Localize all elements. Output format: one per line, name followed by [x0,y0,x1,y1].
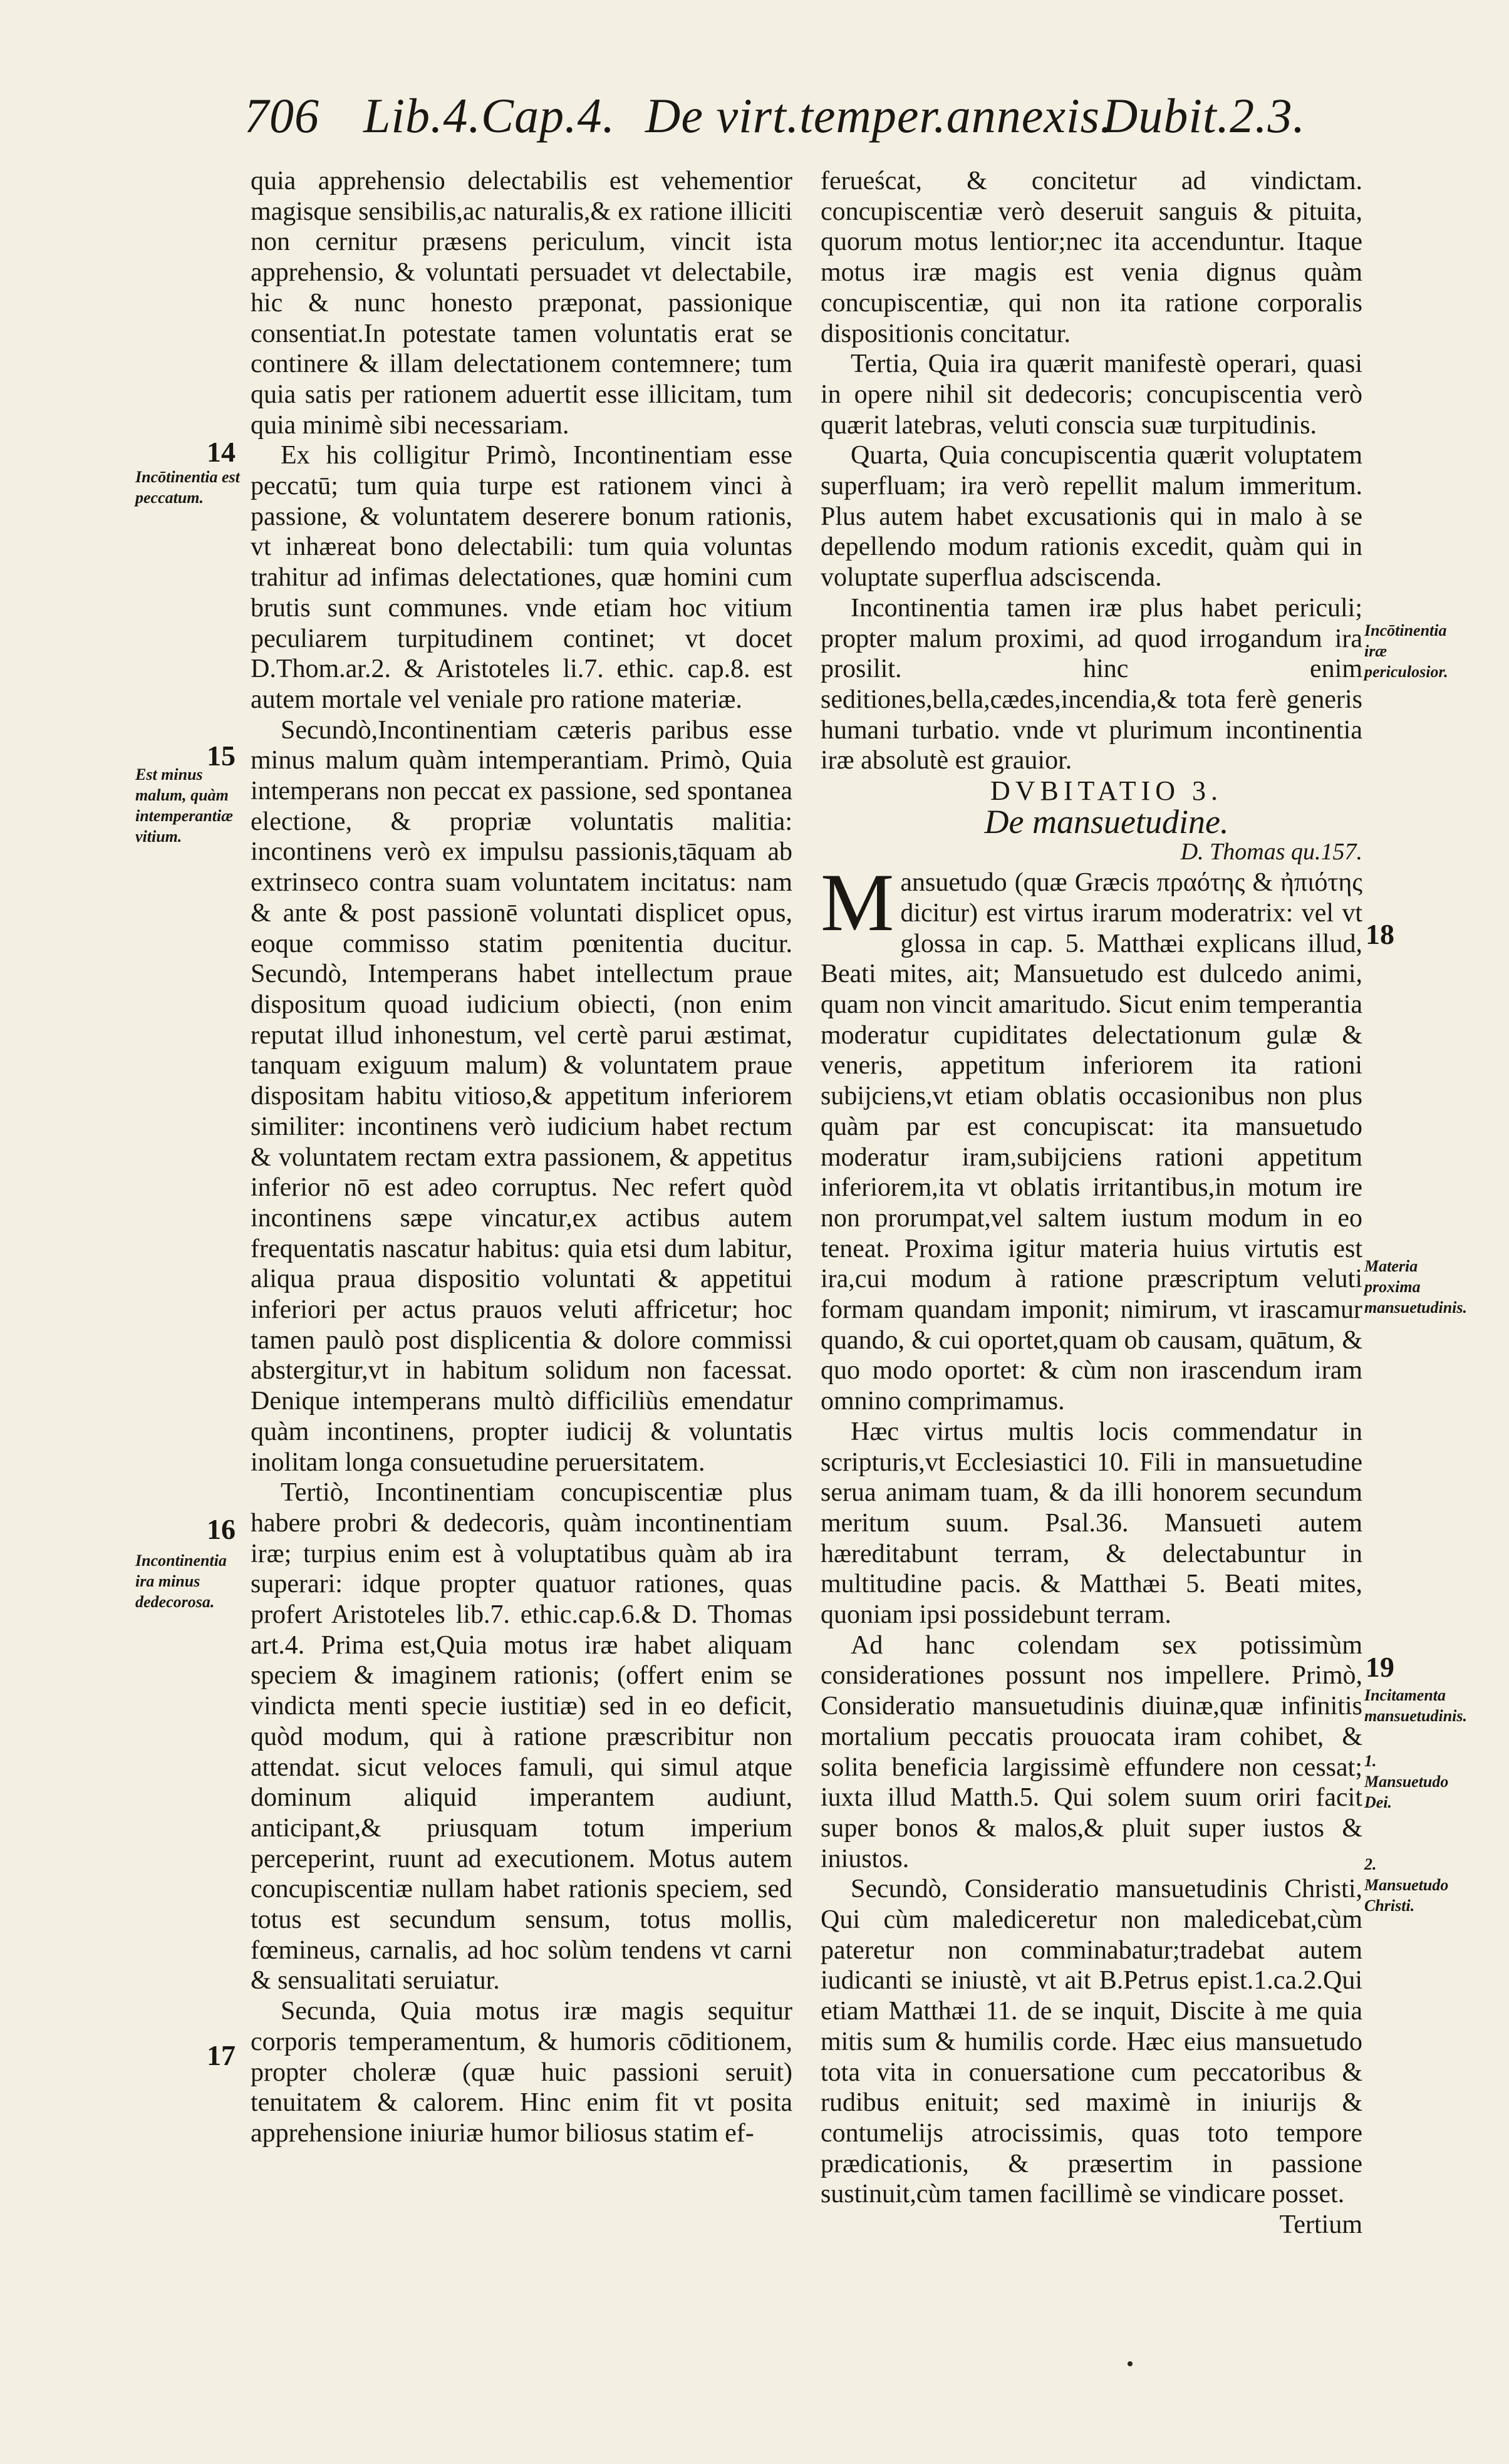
section-number: 16 [207,1513,236,1545]
paragraph: Tertia, Quia ira quærit manifestè operari, quasi in opere nihil sit dedecoris; concupiscentia verò quærit latebras, veluti conscia suæ turpitudinis. [821,349,1362,440]
section-number: 17 [207,2039,236,2071]
marginal-note: Incontinentia ira minus dedecorosa. [135,1551,227,1611]
paragraph: ferueścat, & concitetur ad vindictam. concupiscentiæ verò deseruit sanguis & pituita, quorum motus lentior;nec ita accenduntur. Itaque motus iræ magis est venia dignus quàm concupiscentiæ, qui non ita ratione corporalis dispositionis concitatur. [821,167,1362,348]
marginal-note: Est minus malum, quàm intemperantiæ vitium. [135,765,234,846]
marginal-note: Materia proxima mansuetudinis. [1364,1257,1468,1317]
section-number: 19 [1366,1651,1394,1683]
section-number: 14 [207,436,236,468]
marginal-note: Incōtinentia est peccatum. [135,468,240,507]
dubitatio-reference: Dubit.2.3. [1102,88,1306,143]
running-title: De virt.temper.annexis. [645,88,1113,143]
paragraph: Ad hanc colendam sex potissimùm considerationes possunt nos impellere. Primò, Consideratio mansuetudinis diuinæ,quæ infinitis mortalium peccatis prouocata iram cohibet, & solita beneficia largissimè effundere non cessat; iuxta illud Matth.5. Qui solem suum oriri facit super bonos & malos,& pluit super iustos & iniustos. [821,1630,1362,1873]
paragraph: Secundò,Incontinentiam cæteris paribus esse minus malum quàm intemperantiam. Primò, Quia intemperans non peccat ex passione, sed spontanea electione, & propriæ voluntatis malitia: incontinens verò ex impulsu passionis,tāquam ab extrinseco contra suam voluntatem incitatus: nam & ante & post passionē voluntati displicet opus, eoque commisso statim pœnitentia ducitur. Secundò, Intemperans habet intellectum praue dispositum quoad iudicium obiecti, (non enim reputat illud inhonestum, vel certè parui æstimat, tanquam exiguum malum) & voluntatem praue dispositam habitu vitioso,& appetitum inferiorem similiter: incontinens verò iudicium habet rectum & voluntatem rectam extra passionem, & appetitus inferior nō est adeo corruptus. Nec refert quòd incontinens sæpe vincatur,ex actibus autem frequentatis nascatur habitus: quia etsi dum labitur, aliqua praua dispositio voluntati & appetitui inferiori per actus prauos veluti affricetur; hoc tamen paulò post displicentia & dolore commissi abstergitur,vt in habitum solidum non facessat. Denique intemperans multò difficiliùs emendatur quàm incontinens, propter iudicij & voluntatis inolitam longa consuetudine peruersitatem. [251,715,792,1477]
dubitatio-heading: DVBITATIO 3. [990,775,1223,807]
section-number: 15 [207,740,236,772]
paragraph: Incontinentia tamen iræ plus habet periculi; propter malum proximi, ad quod irrogandum ira prosilit. hinc enim seditiones,bella,cædes,incendia,& tota ferè generis humani turbatio. vnde vt plurimum incontinentia iræ absolutè est grauior. [821,593,1362,775]
ink-speck [1128,2361,1133,2366]
paragraph: Secundò, Consideratio mansuetudinis Christi, Qui cùm malediceretur non maledicebat,cùm pateretur non comminabatur;tradebat autem iudicanti se iniustè, vt ait B.Petrus epist.1.ca.2.Qui etiam Matthæi 11. de se inquit, Discite à me quia mitis sum & humilis corde. Hæc eius mansuetudo tota vita in conuersatione cum peccatoribus & rudibus enituit; sed maximè in iniurijs & contumelijs atrocissimis, quas toto tempore prædicationis, & præsertim in passione sustinuit,cùm tamen facillimè se vindicare posset. [821,1875,1362,2209]
dubitatio-citation: D. Thomas qu.157. [1180,839,1362,866]
marginal-note: Incōtinentia iræ periculosior. [1364,621,1448,681]
paragraph [821,856,1362,1417]
right-column [821,166,1362,2240]
left-column [251,166,792,2149]
marginal-note: 2. Mansuetudo Christi. [1364,1855,1449,1915]
section-number: 18 [1366,918,1394,950]
paragraph: Ex his colligitur Primò, Incontinentiam esse peccatū; tum quia turpe est rationem vinci à passione, & voluntatem deserere bonum rationis, vt inhæreat bono delectabili: tum quia voluntas trahitur ad infimas delectationes, quæ homini cum brutis sunt communes. vnde etiam hoc vitium peculiarem turpitudinem continet; vt docet D.Thom.ar.2. & Aristoteles li.7. ethic. cap.8. est autem mortale vel veniale pro ratione materiæ. [251,441,792,714]
dubitatio-subtitle: De mansuetudine. [984,802,1229,841]
page-number: 706 [244,88,319,143]
marginal-note: 1. Mansuetudo Dei. [1364,1752,1449,1811]
running-header [244,88,1372,157]
paragraph: Secunda, Quia motus iræ magis sequitur corporis temperamentum, & humoris cōditionem, propter choleræ (quæ huic passioni seruit) tenuitatem & calorem. Hinc enim fit vt posita apprehensione iniuriæ humor biliosus statim ef- [251,1997,792,2148]
paragraph: Hæc virtus multis locis commendatur in scripturis,vt Ecclesiastici 10. Fili in mansuetudine serua animam tuam, & da illi honorem secundum meritum suum. Psal.36. Mansueti autem hæreditabunt terram, & delectabuntur in multitudine pacis. & Matthæi 5. Beati mites, quoniam ipsi possidebunt terram. [821,1417,1362,1630]
catchword: Tertium [1279,2210,1362,2240]
paragraph: quia apprehensio delectabilis est vehementior magisque sensibilis,ac naturalis,& ex ratione illiciti non cernitur præsens periculum, vincit ista apprehensio, & voluntati persuadet vt delectabile, hic & nunc honesto præponat, passionique consentiat.In potestate tamen voluntatis erat se continere & illam delectationem contemnere; tum quia satis per rationem aduertit esse illicitam, tum quia minimè sibi necessariam. [251,167,792,440]
paragraph-text: ansuetudo (quæ Græcis πραότης & ἠπιότης dicitur) est virtus irarum moderatrix: vel vt glossa in cap. 5. Matthæi explicans illud, Beati mites, ait; Mansuetudo est dulcedo animi, quam non vincit amaritudo. Sicut enim temperantia moderatur cupiditates delectationum gulæ & veneris, appetitum inferiorem ita rationi subijciens,vt etiam oblatis occasionibus non plus quàm par est concupiscat: ita mansuetudo moderatur iram,subijciens rationi appetitum inferiorem,ita vt oblatis irritantibus,in motum ire non prorumpat,vel saltem iustum modum in eo teneat. Proxima igitur materia huius virtutis est ira,cui modum à ratione præscriptum veluti formam quandam imponit; nimirum, vt irascamur quando, & cui oportet,quam ob causam, quātum, & quo modo oportet: & cùm non irascendum iram omnino comprimamus. [821,868,1362,1416]
paragraph: Tertiò, Incontinentiam concupiscentiæ plus habere probri & dedecoris, quàm incontinentiam iræ; turpius enim est à voluptatibus quàm ab ira superari: idque propter quatuor rationes, quas profert Aristoteles lib.7. ethic.cap.6.& D. Thomas art.4. Prima est,Quia motus iræ habet aliquam speciem & imaginem rationis; (offert enim se vindicta menti specie iustitiæ) sed in eo deficit, quòd modum, qui à ratione præscribitur non attendat. sicut veloces famuli, qui simul atque dominum aliquid imperantem audiunt, anticipant,& priusquam totum imperium perceperint, ruunt ad executionem. Motus autem concupiscentiæ nullam habet rationis speciem, sed totus est secundum sensum, totus mollis, fœmineus, carnalis, ad hoc solùm tendens vt carni & sensualitati seruiatur. [251,1478,792,1996]
drop-cap: M [821,856,895,949]
book-chapter: Lib.4.Cap.4. [363,88,616,143]
marginal-note: Incitamenta mansuetudinis. [1364,1686,1468,1725]
paragraph: Quarta, Quia concupiscentia quærit voluptatem superfluam; ira verò repellit malum immeritum. Plus autem habet excusationis qui in malo à se depellendo modum rationis excedit, quàm qui in voluptate superflua adsciscenda. [821,441,1362,593]
